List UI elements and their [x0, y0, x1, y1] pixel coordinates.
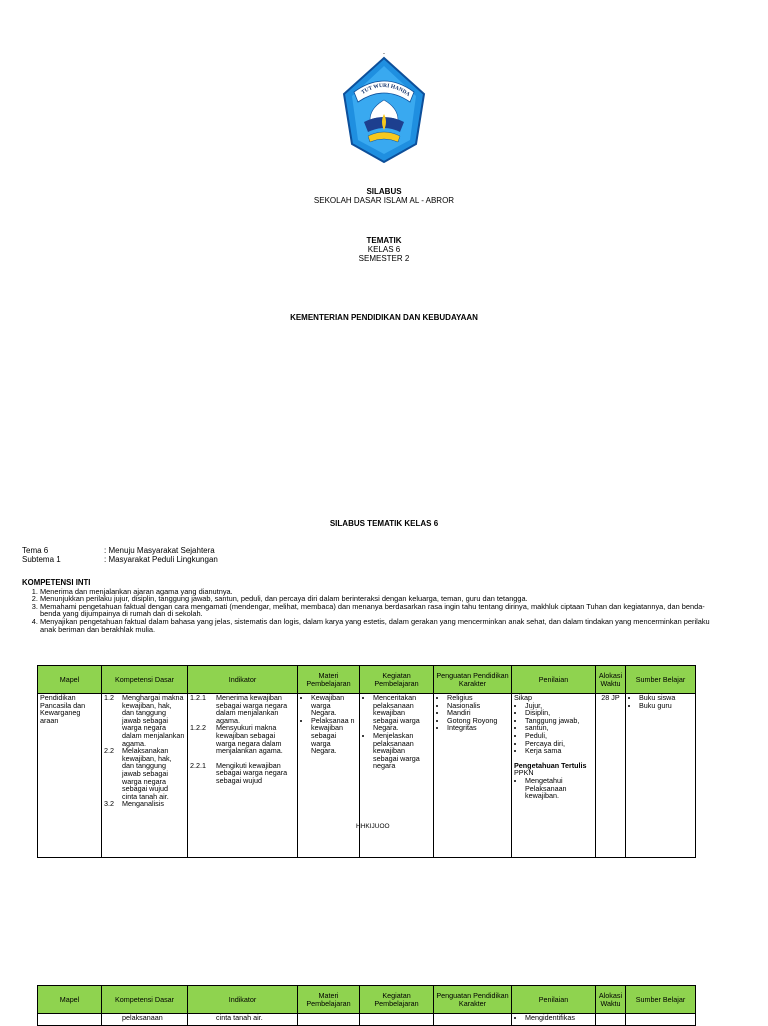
doc-title: SILABUS	[366, 187, 402, 196]
kd-item: 1.2 Menghargai makna kewajiban, hak, dan tanggung jawab sebagai warga negara dalam menjalankan agama.	[104, 693, 185, 748]
list-item: • Buku guru	[639, 702, 693, 710]
list-item: • Menceritakan pelaksanaan kewajiban sebagai warga Negara.	[373, 694, 431, 732]
header-kompetensi-dasar: Kompetensi Dasar	[102, 666, 188, 694]
cell-indikator	[188, 694, 298, 858]
sumber-list	[628, 694, 693, 709]
syllabus-table-continued	[37, 985, 696, 1026]
ki-item: 2. Menunjukkan perilaku jujur, disiplin, tanggung jawab, santun, peduli, dan percaya diri dalam berinteraksi dengan keluarga, teman, guru dan tetangga.	[40, 595, 712, 603]
tertulis-label: Pengetahuan Tertulis	[514, 760, 587, 770]
header-materi: Materi Pembelajaran	[298, 666, 360, 694]
kegiatan-overlay-text: HHKIJUOO	[356, 823, 390, 830]
cell-mapel	[38, 1014, 102, 1026]
section-title: SILABUS TEMATIK KELAS 6	[329, 519, 439, 528]
header-ppk: Penguatan Pendidikan Karakter	[434, 666, 512, 694]
cell-sumber	[626, 1014, 696, 1026]
materi-list	[300, 694, 357, 755]
subtheme-label: Subtema 1	[22, 555, 61, 564]
cell-kompetensi-dasar: pelaksanaan	[102, 1014, 188, 1026]
list-item: • Kerja sama	[525, 747, 593, 755]
header-materi: Materi Pembelajaran	[298, 986, 360, 1014]
kd-item: 2.2 Melaksanakan kewajiban, hak, dan tanggung jawab sebagai warga negara sebagai wujud cinta tanah air.	[104, 746, 172, 801]
cell-ppk	[434, 694, 512, 858]
penilaian-subject: PPKN	[514, 768, 534, 778]
list-item: • Jujur,	[525, 702, 593, 710]
ki-item: 4. Menyajikan pengetahuan faktual dalam bahasa yang jelas, sistematis dan logis, dalam karya yang estetis, dalam gerakan yang mencerminkan anak sehat, dan dalam tindakan yang mencerminkan perilaku anak beriman dan berakhlak mulia.	[40, 618, 712, 633]
ki-list	[22, 588, 712, 634]
header-indikator: Indikator	[188, 666, 298, 694]
cell-kompetensi-dasar	[102, 694, 188, 858]
semester: SEMESTER 2	[358, 254, 410, 263]
top-dot: .	[382, 47, 386, 56]
cell-materi	[298, 694, 360, 858]
table-header-row	[38, 666, 696, 694]
list-item: • Integritas	[447, 724, 509, 732]
cell-mapel: Pendidikan Pancasila dan Kewarganeg araan	[38, 694, 102, 858]
table-row	[38, 694, 696, 858]
header-mapel: Mapel	[38, 986, 102, 1014]
cell-kegiatan	[356, 693, 434, 858]
ki-heading: KOMPETENSI INTI	[22, 578, 91, 587]
table-header-row	[38, 986, 696, 1014]
list-item: • Mandiri	[447, 709, 509, 717]
header-kegiatan: Kegiatan Pembelajaran	[360, 986, 434, 1014]
syllabus-table	[37, 665, 696, 858]
header-sumber: Sumber Belajar	[626, 986, 696, 1014]
header-kegiatan: Kegiatan Pembelajaran	[360, 666, 434, 694]
ki-item: 3. Memahami pengetahuan faktual dengan cara mengamati (mendengar, melihat, membaca) dan menanya berdasarkan rasa ingin tahu tentang dirinya, makhluk ciptaan Tuhan dan kegiatannya, dan benda-benda yang dijumpainya di rumah dan di sekolah.	[40, 603, 712, 618]
header-penilaian: Penilaian	[512, 986, 596, 1014]
indikator-item: 1.2.2 Mensyukuri makna kewajiban sebagai warga negara dalam menjalankan agama.	[190, 723, 283, 756]
header-alokasi: Alokasi Waktu	[596, 666, 626, 694]
header-alokasi: Alokasi Waktu	[596, 986, 626, 1014]
cell-sumber	[626, 694, 696, 858]
kompetensi-inti	[22, 579, 712, 633]
header-indikator: Indikator	[188, 986, 298, 1014]
indikator-item: 1.2.1 Menerima kewajiban sebagai warga negara dalam menjalankan agama.	[190, 693, 288, 725]
grade: KELAS 6	[367, 245, 401, 254]
cell-materi	[298, 1014, 360, 1026]
tut-wuri-handayani-logo	[340, 56, 428, 164]
ministry: KEMENTERIAN PENDIDIKAN DAN KEBUDAYAAN	[290, 313, 478, 322]
subtheme-value: : Masyarakat Peduli Lingkungan	[104, 555, 218, 564]
list-item: • Buku siswa	[639, 694, 693, 702]
kegiatan-list	[362, 694, 431, 770]
cell-ppk	[434, 1014, 512, 1026]
cell-indikator: cinta tanah air.	[188, 1014, 298, 1026]
list-item: • Peduli,	[525, 732, 593, 740]
indikator-item: 2.2.1 Mengikuti kewajiban sebagai warga negara sebagai wujud	[190, 760, 288, 785]
cell-penilaian	[512, 694, 596, 858]
list-item: • Disiplin,	[525, 709, 593, 717]
header-mapel: Mapel	[38, 666, 102, 694]
list-item: • Mengetahui Pelaksanaan kewajiban.	[525, 777, 593, 800]
penilaian-list	[514, 1014, 593, 1022]
subject-title: TEMATIK	[366, 236, 402, 245]
list-item: • Religius	[447, 694, 509, 702]
logo-motto: TUT WURI HANDA	[360, 82, 411, 98]
theme-label: Tema 6	[22, 546, 49, 555]
kd-item: 3.2 Menganalisis	[104, 799, 164, 809]
cell-kegiatan	[360, 1014, 434, 1026]
list-item: • Menjelaskan pelaksanaan kewajiban sebagai warga negara	[373, 732, 431, 770]
list-item: • Tanggung jawab,	[525, 717, 593, 725]
list-item: • Kewajiban warga Negara.	[311, 694, 357, 717]
header-kompetensi-dasar: Kompetensi Dasar	[102, 986, 188, 1014]
cell-alokasi	[596, 1014, 626, 1026]
list-item: • Gotong Royong	[447, 717, 509, 725]
cell-alokasi: 28 JP	[596, 694, 626, 858]
sikap-label: Sikap	[514, 693, 532, 702]
sikap-list	[514, 702, 593, 755]
ki-item: 1. Menerima dan menjalankan ajaran agama yang dianutnya.	[40, 588, 712, 596]
list-item: • Nasionalis	[447, 702, 509, 710]
header-penilaian: Penilaian	[512, 666, 596, 694]
theme-value: : Menuju Masyarakat Sejahtera	[104, 546, 215, 555]
school-name: SEKOLAH DASAR ISLAM AL - ABROR	[313, 196, 455, 205]
tertulis-list	[514, 777, 593, 800]
header-ppk: Penguatan Pendidikan Karakter	[434, 986, 512, 1014]
list-item: • Mengidentifikas	[525, 1014, 593, 1022]
header-sumber: Sumber Belajar	[626, 666, 696, 694]
cell-penilaian	[512, 1014, 596, 1026]
table-row	[38, 1014, 696, 1026]
list-item: • santun,	[525, 724, 593, 732]
ppk-list	[436, 694, 509, 732]
list-item: • Pelaksanaa n kewajiban sebagai warga Negara.	[311, 717, 357, 755]
list-item: • Percaya diri,	[525, 740, 593, 748]
